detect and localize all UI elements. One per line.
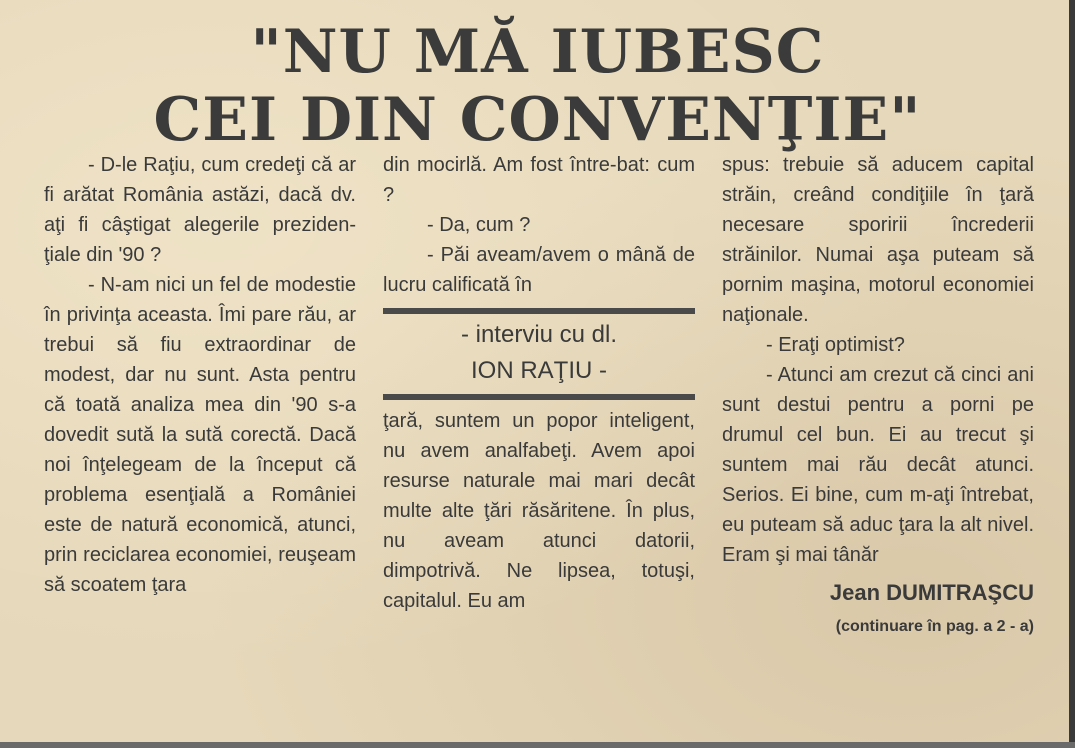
column-2: [383, 150, 695, 616]
answer-3: - Atunci am crezut că cinci ani sunt destui pentru a porni pe drumul cel bun. Ei au trecut şi suntem mai rău decât atunci. Serios. Ei bine, cum m-aţi întrebat, eu puteam să aduc ţara la alt nivel. Eram şi mai tânăr: [722, 364, 1034, 566]
column-1: [44, 150, 356, 600]
headline-line-1: "NU MĂ IUBESC: [250, 17, 825, 87]
divider-top: [383, 308, 695, 314]
article-headline: [0, 18, 1075, 154]
author-byline: Jean DUMITRAŞCU: [829, 580, 1034, 605]
column-3: [722, 150, 1034, 640]
page-edge: [1069, 0, 1075, 748]
answer-2: - Păi aveam/avem o mână de lucru calificată în: [383, 244, 695, 296]
interviewee-name: ION RAŢIU -: [471, 357, 607, 384]
question-2: - Da, cum ?: [427, 214, 531, 236]
answer-1: - N-am nici un fel de modestie în privinţa aceasta. Îmi pare rău, ar trebui să fiu extraordinar de modest, dar nu sunt. Asta pentru că toată analiza mea din '90 s-a dovedit sută la sută corectă. Dacă noi înţelegeam de la început că problema esenţială a României este de natură economică, atunci, prin reciclarea economiei, reuşeam să scoatem ţara: [44, 274, 356, 596]
answer-2-final: spus: trebuie să aducem capital străin, creând condiţiile în ţară necesare sporirii încrederii străinilor. Numai aşa puteam să pornim maşina, motorul economiei naţionale.: [722, 154, 1034, 326]
bottom-rule: [0, 742, 1075, 748]
headline-line-2: CEI DIN CONVENŢIE": [153, 85, 922, 155]
interview-label: - interviu cu dl.: [460, 321, 618, 348]
question-3: - Eraţi optimist?: [766, 334, 905, 356]
divider-bottom: [383, 394, 695, 400]
continuation-note: (continuare în pag. a 2 - a): [835, 618, 1034, 635]
question-1: - D-le Raţiu, cum credeţi că ar fi arătat România astăzi, dacă dv. aţi fi câştigat alegerile preziden-ţiale din '90 ?: [44, 154, 356, 266]
answer-1-continued: din mocirlă. Am fost între-bat: cum ?: [383, 154, 695, 206]
answer-2-continued: ţară, suntem un popor inteligent, nu avem analfabeţi. Avem apoi resurse naturale mai mari decât multe alte ţări răsăritene. În plus, nu aveam atunci datorii, dimpotrivă. Ne lipsea, totuşi, capitalul. Eu am: [383, 410, 695, 612]
